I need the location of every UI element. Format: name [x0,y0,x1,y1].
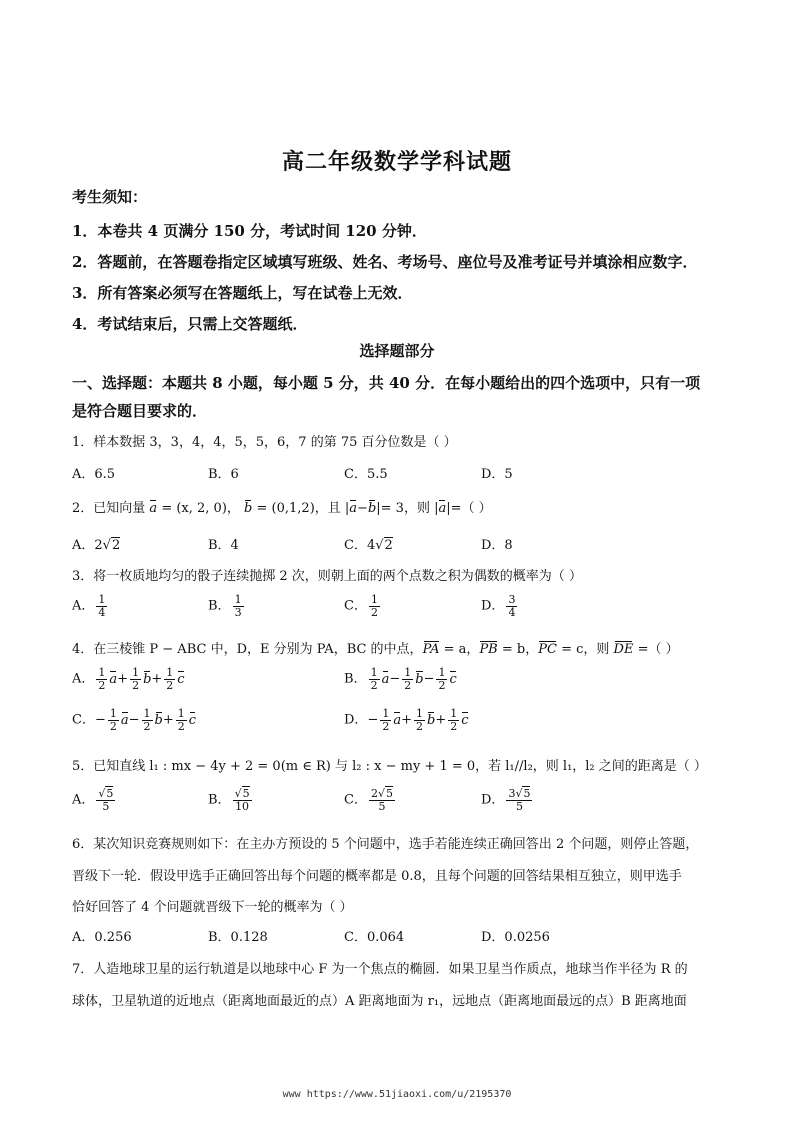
q4-option-b: B． $\frac{1}{2}$ a− $\frac{1}{2}$ b− $\frac{1}{2}$ c [344,666,457,692]
q3-option-a: A． $\frac{1}{4}$ [72,593,106,619]
notice-item: 2．答题前，在答题卷指定区域填写班级、姓名、考场号、座位号及准考证号并填涂相应数字． [72,253,698,271]
q5-option-b: B． $\frac{√5}{10}$ [208,787,250,813]
sqrt-icon: √ [377,787,385,800]
notice-item: 3．所有答案必须写在答题纸上，写在试卷上无效． [72,284,413,302]
question-5: 5．已知直线 l₁ : mx − 4y + 2 = 0(m ∈ R) 与 l₂ : x − my + 1 = 0，若 l₁//l₂，则 l₁，l₂ 之间的距离是（ ） [72,759,707,774]
sqrt-icon: √ [102,538,111,553]
notice-heading: 考生须知： [72,188,148,206]
question-4: 4．在三棱锥 P − ABC 中，D，E 分别为 PA，BC 的中点，PA = a，PB = b，PC = c，则 DE =（ ） [72,642,679,657]
q1-option-b: B．6 [208,467,239,482]
q4-option-d: D．− $\frac{1}{2}$ a+ $\frac{1}{2}$ b+ $\frac{1}{2}$ c [344,707,469,733]
q2-option-d: D．8 [481,538,513,553]
q1-option-a: A．6.5 [72,467,116,482]
question-7: 球体，卫星轨道的近地点（距离地面最近的点）A 距离地面为 r₁，远地点（距离地面最远的点）B 距离地面 [72,994,687,1009]
q1-option-c: C．5.5 [344,467,388,482]
q6-option-d: D．0.0256 [481,930,550,945]
q5-option-a: A． $\frac{√5}{5}$ [72,787,114,813]
q1-option-d: D．5 [481,467,513,482]
q3-option-b: B． $\frac{1}{3}$ [208,593,242,619]
notice-item: 4．考试结束后，只需上交答题纸． [72,315,308,333]
question-6: 6．某次知识竞赛规则如下：在主办方预设的 5 个问题中，选手若能连续正确回答出 2 个问题，则停止答题， [72,837,699,852]
q2-option-b: B．4 [208,538,239,553]
q5-option-c: C． $\frac{2√5}{5}$ [344,787,393,813]
q6-option-c: C．0.064 [344,930,405,945]
sqrt-icon: √ [375,538,384,553]
part-instruction: 是符合题目要求的． [72,402,208,420]
notice-item: 1．本卷共 4 页满分 150 分，考试时间 120 分钟． [72,222,427,240]
sqrt-icon: √ [515,787,523,800]
q3-option-d: D． $\frac{3}{4}$ [481,593,516,619]
q2-option-a: A．2√2 [72,538,121,553]
question-6: 恰好回答了 4 个问题就晋级下一轮的概率为（ ） [72,900,353,915]
q4-option-a: A． $\frac{1}{2}$ a+ $\frac{1}{2}$ b+ $\frac{1}{2}$ c [72,666,185,692]
q6-option-b: B．0.128 [208,930,268,945]
section-title: 选择题部分 [359,342,435,360]
question-3: 3．将一枚质地均匀的骰子连续抛掷 2 次，则朝上面的两个点数之积为偶数的概率为（ ） [72,569,582,584]
question-1: 1．样本数据 3，3，4，4，5，5，6，7 的第 75 百分位数是（ ） [72,435,457,450]
question-6: 晋级下一轮．假设甲选手正确回答出每个问题的概率都是 0.8，且每个问题的回答结果相互独立，则甲选手 [72,869,682,884]
sqrt-icon: √ [98,787,106,800]
q3-option-c: C． $\frac{1}{2}$ [344,593,378,619]
part-instruction: 一、选择题：本题共 8 小题，每小题 5 分，共 40 分．在每小题给出的四个选项中，只有一项 [72,374,701,392]
q5-option-d: D． $\frac{3√5}{5}$ [481,787,531,813]
q6-option-a: A．0.256 [72,930,132,945]
q2-option-c: C．4√2 [344,538,393,553]
q4-option-c: C．− $\frac{1}{2}$ a− $\frac{1}{2}$ b+ $\frac{1}{2}$ c [72,707,197,733]
question-2: 2．已知向量 a = (x, 2, 0)， b = (0,1,2)，且 |a−b|= 3，则 |a|=（ ） [72,501,492,516]
footer-url: www https://www.51jiaoxi.com/u/2195370 [282,1089,512,1100]
sqrt-icon: √ [234,787,242,800]
page-title: 高二年级数学学科试题 [281,149,512,175]
question-7: 7．人造地球卫星的运行轨道是以地球中心 F 为一个焦点的椭圆．如果卫星当作质点，地球当作半径为 R 的 [72,962,688,977]
